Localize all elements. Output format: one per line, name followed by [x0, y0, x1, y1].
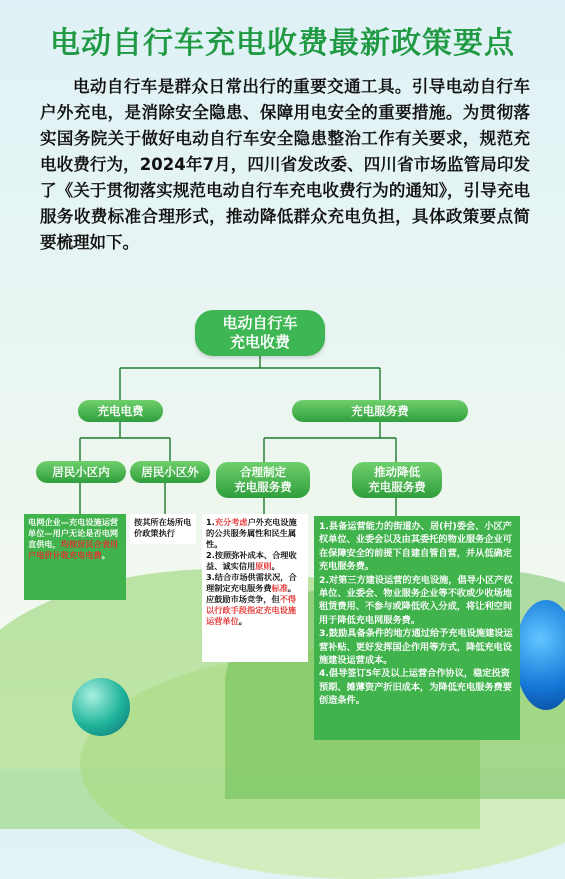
highlight-text: 充分考虑 — [214, 517, 248, 527]
reduce-fee-node: 推动降低 充电服务费 — [352, 462, 442, 498]
card-text: 。 — [271, 561, 280, 571]
reasonable-fee-node: 合理制定 充电服务费 — [216, 462, 310, 498]
intro-paragraph: 电动自行车是群众日常出行的重要交通工具。引导电动自行车户外充电，是消除安全隐患、保障用电安全的重要措施。为贯彻落实国务院关于做好电动自行车安全隐患整治工作有关要求，规范充电收费行为，2024年7月，四川省发改委、四川省市场监管局印发了《关于贯彻落实规范电动自行车充电收费行为的通知》，引导充电服务收费标准合理形式，推动降低群众充电负担，具体政策要点简要梳理如下。 — [40, 77, 530, 252]
highlight-text: 标准 — [271, 583, 288, 593]
card-text: 。 — [238, 616, 247, 626]
card-text: 户外充电设施的公共服务属性和民生属性。 — [206, 517, 297, 549]
root-node: 电动自行车 充电收费 — [195, 310, 325, 356]
reduce-point: 2.对第三方建设运营的充电设施，倡导小区产权单位、业委会、物业服务企业等不收或少收场地租赁费用、不参与或降低收入分成，将让利空间用于降低充电网服务费。 — [319, 574, 513, 626]
inside-community-node: 居民小区内 — [36, 461, 126, 483]
outside-community-card: 按其所在场所电价政策执行 — [130, 514, 196, 544]
page-title: 电动自行车充电收费最新政策要点 — [50, 26, 515, 61]
outside-community-node: 居民小区外 — [130, 461, 210, 483]
card-text: 。 — [101, 550, 110, 560]
reduce-point: 1.县备运营能力的街道办、居(村)委会、小区产权单位、业委会以及由其委托的物业服务企业可在保障安全的前提下自建自管自营，并从低确定充电服务费。 — [319, 521, 512, 573]
highlight-text: 均按居民合表用户电价计收充电电费 — [28, 539, 119, 560]
highlight-text: 不得以行政手段指定充电设施运营单位 — [206, 594, 297, 626]
card-text: 3.结合市场供需状况，合理制定充电服务费 — [206, 572, 297, 593]
card-text: 电网企业—充电设施运营单位—用户无论是否电网直供电， — [28, 517, 119, 549]
reduce-point: 3.鼓励具备条件的地方通过给予充电设施建设运营补贴、更好发挥国企作用等方式，降低充电设施建设运营成本。 — [319, 628, 513, 667]
inside-community-card — [24, 514, 126, 600]
highlight-text: 原则 — [255, 561, 272, 571]
charging-fee-node: 充电电费 — [78, 400, 163, 422]
card-text: 1. — [206, 517, 215, 527]
reasonable-fee-card — [202, 514, 308, 662]
service-fee-node: 充电服务费 — [292, 400, 468, 422]
card-text: 2.按照弥补成本、合理收益、诚实信用 — [206, 550, 297, 571]
reduce-point: 4.倡导签订5年及以上运营合作协议，稳定投资预期、摊薄资产折旧成本，为降低充电服务费要创造条件。 — [319, 668, 512, 707]
reduce-fee-card — [314, 516, 520, 740]
card-text: 。应鼓励市场竞争，但 — [206, 583, 297, 604]
